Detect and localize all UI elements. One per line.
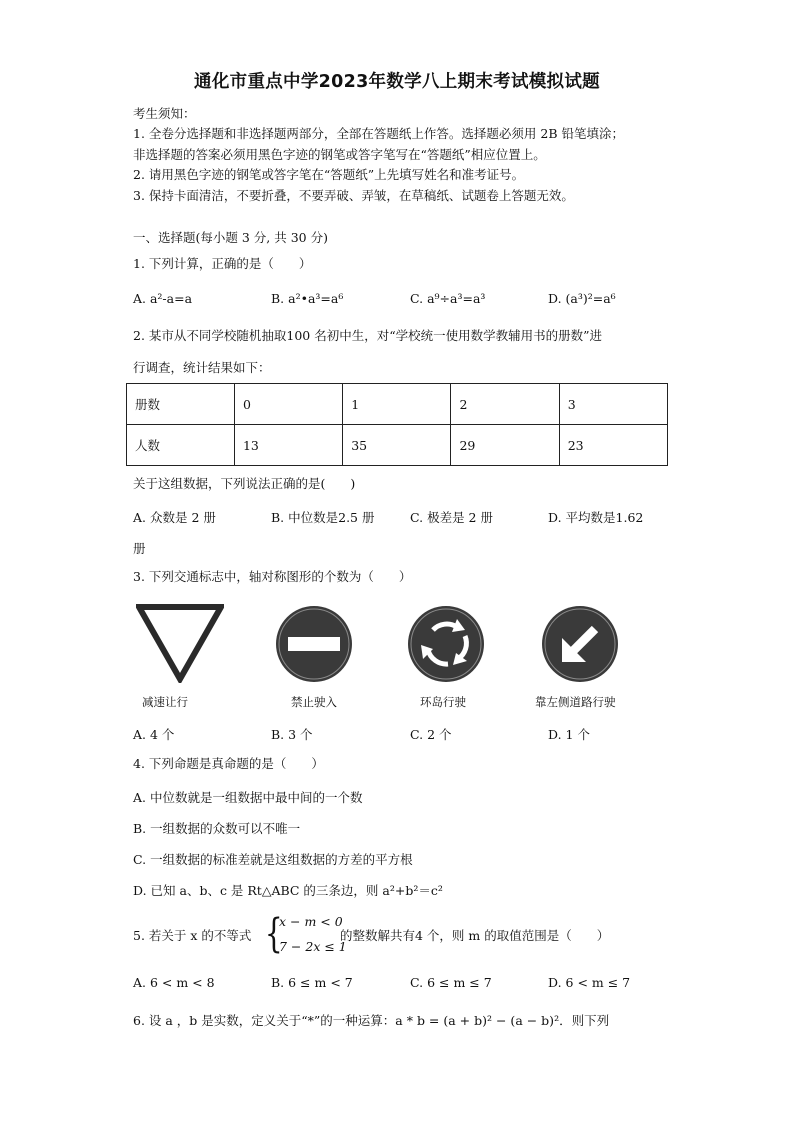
sign-label-keep-left: 靠左侧道路行驶: [535, 695, 616, 709]
q3-option-a: A. 4 个: [133, 727, 175, 742]
q5-option-b: B. 6 ≤ m < 7: [271, 975, 353, 990]
keep-left-sign-icon: [540, 604, 620, 684]
notice-line-1b: 非选择题的答案必须用黑色字迹的钢笔或答字笔写在“答题纸”相应位置上。: [133, 147, 546, 162]
sign-label-no-entry: 禁止驶入: [291, 695, 337, 709]
q3-option-c: C. 2 个: [410, 727, 452, 742]
q1-option-a: A. a²-a=a: [133, 291, 193, 306]
q4-option-a: A. 中位数就是一组数据中最中间的一个数: [133, 790, 363, 805]
table-cell: 人数: [127, 425, 235, 466]
q2-option-c: C. 极差是 2 册: [410, 510, 493, 525]
q2-option-a: A. 众数是 2 册: [133, 510, 216, 525]
table-cell: 0: [234, 384, 342, 425]
table-cell: 册数: [127, 384, 235, 425]
q3-option-d: D. 1 个: [548, 727, 590, 742]
q5-option-c: C. 6 ≤ m ≤ 7: [410, 975, 492, 990]
notice-line-3: 3. 保持卡面清洁，不要折叠，不要弄破、弄皱，在草稿纸、试题卷上答题无效。: [133, 188, 574, 203]
q4-option-d: D. 已知 a、b、c 是 Rt△ABC 的三条边，则 a²+b²＝c²: [133, 883, 443, 898]
table-cell: 3: [559, 384, 667, 425]
q5-inequality-2: 7 − 2x ≤ 1: [279, 939, 347, 954]
sign-label-yield: 减速让行: [142, 695, 188, 709]
q4-option-c: C. 一组数据的标准差就是这组数据的方差的平方根: [133, 852, 413, 867]
notice-line-1: 1. 全卷分选择题和非选择题两部分，全部在答题纸上作答。选择题必须用 2B 铅笔填涂；: [133, 126, 624, 141]
q4-stem: 4. 下列命题是真命题的是（ ）: [133, 756, 324, 771]
q2-option-d-continued: 册: [133, 541, 146, 556]
q1-option-b: B. a²•a³=a⁶: [271, 291, 344, 306]
q5-stem-prefix: 5. 若关于 x 的不等式: [133, 928, 252, 943]
table-cell: 23: [559, 425, 667, 466]
system-brace: {: [264, 911, 283, 957]
q2-option-b: B. 中位数是2.5 册: [271, 510, 375, 525]
table-cell: 35: [343, 425, 451, 466]
q4-option-b: B. 一组数据的众数可以不唯一: [133, 821, 301, 836]
q2-question: 关于这组数据，下列说法正确的是( ): [133, 476, 356, 491]
roundabout-sign-icon: [406, 604, 486, 684]
q1-stem: 1. 下列计算，正确的是（ ）: [133, 256, 312, 271]
q1-option-c: C. a⁹÷a³=a³: [410, 291, 486, 306]
q3-option-b: B. 3 个: [271, 727, 313, 742]
notice-line-2: 2. 请用黑色字迹的钢笔或答字笔在“答题纸”上先填写姓名和准考证号。: [133, 167, 525, 182]
q3-stem: 3. 下列交通标志中，轴对称图形的个数为（ ）: [133, 569, 412, 584]
no-entry-sign-icon: [274, 604, 354, 684]
sign-label-roundabout: 环岛行驶: [420, 695, 466, 709]
q2-stem-line-2: 行调查，统计结果如下：: [133, 360, 271, 375]
table-cell: 13: [234, 425, 342, 466]
section-heading: 一、选择题(每小题 3 分, 共 30 分): [133, 230, 328, 245]
table-cell: 1: [343, 384, 451, 425]
q1-option-d: D. (a³)²=a⁶: [548, 291, 616, 306]
yield-sign-icon: [136, 603, 224, 683]
table-cell: 29: [451, 425, 559, 466]
q5-inequality-1: x − m < 0: [279, 914, 343, 929]
table-cell: 2: [451, 384, 559, 425]
q5-stem-suffix: 的整数解共有4 个，则 m 的取值范围是（ ）: [340, 928, 610, 943]
table-row: [127, 425, 668, 466]
q2-data-table: [126, 383, 668, 466]
page-title: 通化市重点中学2023年数学八上期末考试模拟试题: [194, 72, 600, 92]
table-row: [127, 384, 668, 425]
q2-option-d: D. 平均数是1.62: [548, 510, 644, 525]
q5-option-d: D. 6 < m ≤ 7: [548, 975, 631, 990]
q5-option-a: A. 6 < m < 8: [133, 975, 215, 990]
q6-stem: 6. 设 a ，b 是实数，定义关于“*”的一种运算：a * b = (a + b)² − (a − b)²．则下列: [133, 1013, 610, 1028]
notice-heading: 考生须知：: [133, 106, 196, 121]
q2-stem-line-1: 2. 某市从不同学校随机抽取100 名初中生，对“学校统一使用数学教辅用书的册数”进: [133, 328, 603, 343]
